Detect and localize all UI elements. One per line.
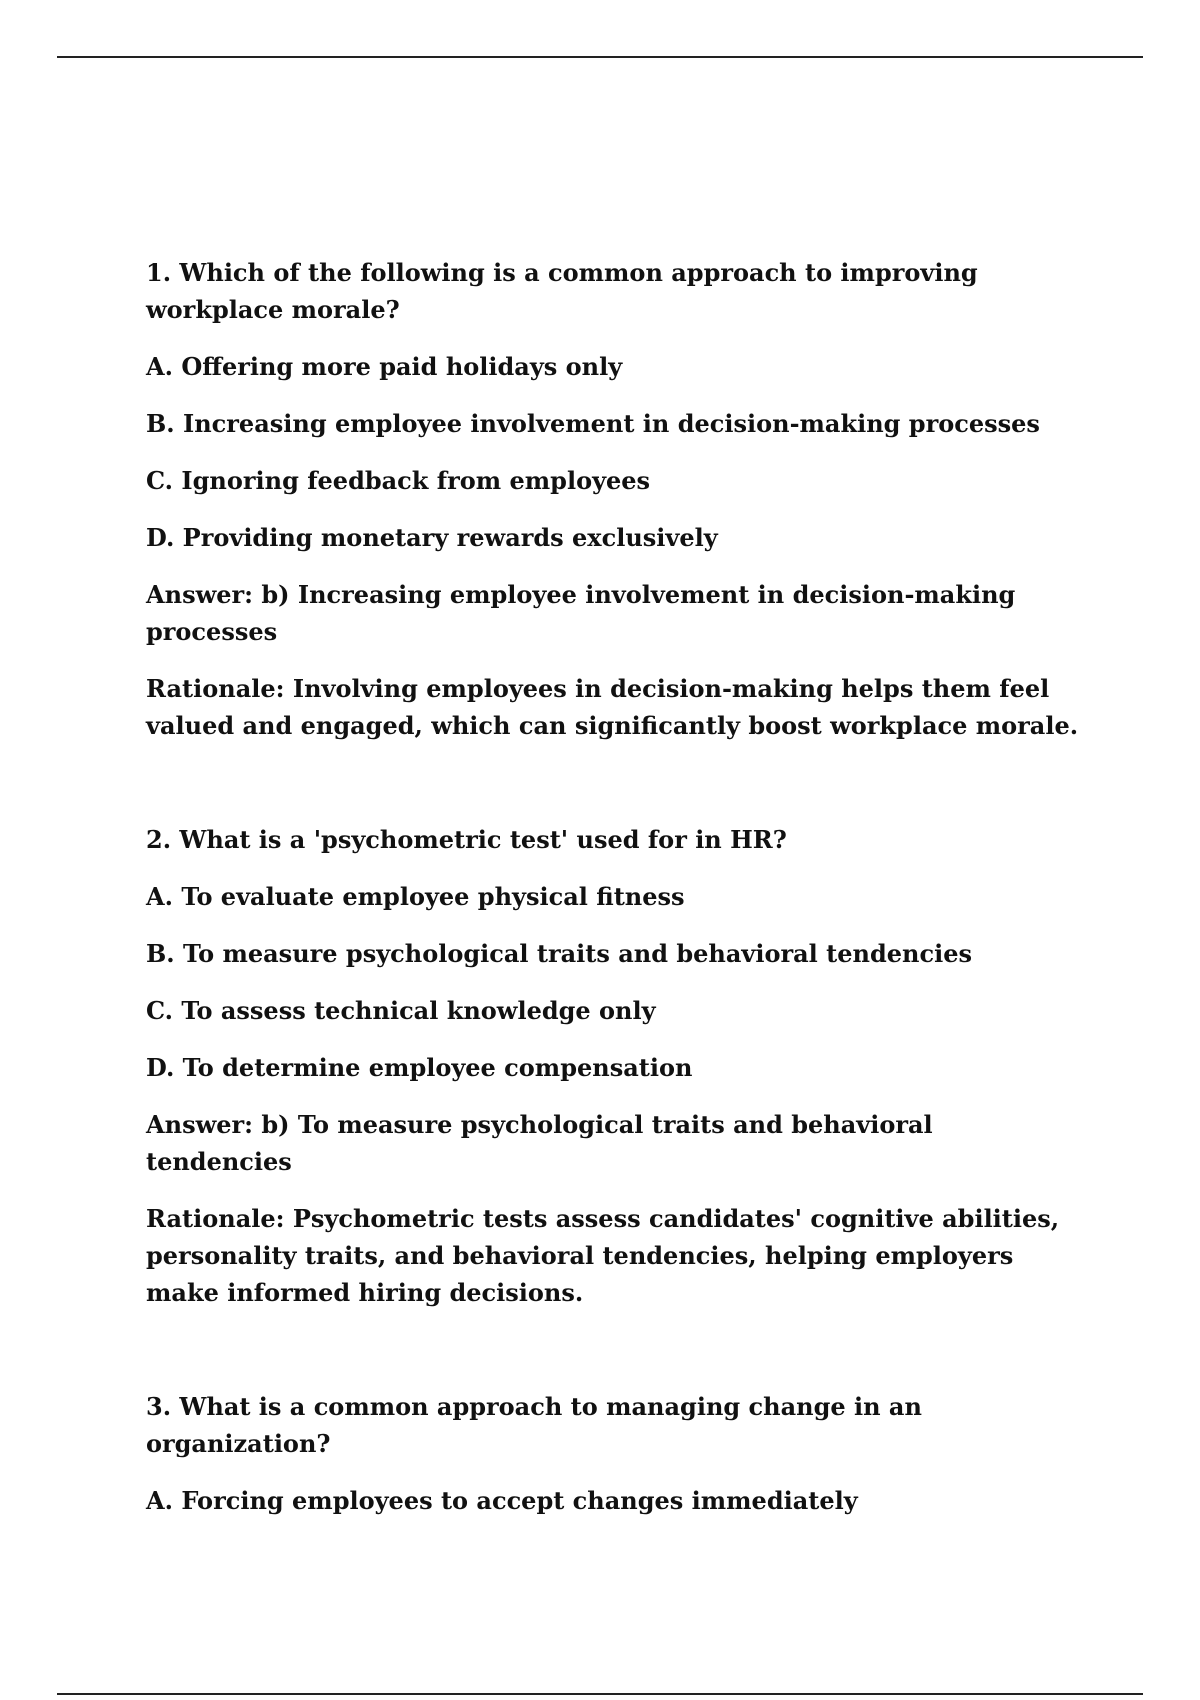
bottom-rule xyxy=(57,1693,1143,1695)
rationale-text: Rationale: Involving employees in decision-making helps them feel valued and engaged, which can significantly boost workplace morale. xyxy=(146,674,1079,740)
question-text: 3. What is a common approach to managing change in an organization? xyxy=(146,1392,922,1458)
question-text: 1. Which of the following is a common approach to improving workplace morale? xyxy=(146,258,978,324)
option-d: D. Providing monetary rewards exclusively xyxy=(146,523,718,552)
answer-text: Answer: b) To measure psychological traits and behavioral tendencies xyxy=(146,1110,933,1176)
option-c: C. Ignoring feedback from employees xyxy=(146,466,651,495)
question-block-1 xyxy=(146,254,1086,744)
quiz-content xyxy=(146,254,1086,1519)
question-block-3 xyxy=(146,1388,1086,1519)
top-rule xyxy=(57,56,1143,58)
answer-text: Answer: b) Increasing employee involvement in decision-making processes xyxy=(146,580,1016,646)
option-a: A. Forcing employees to accept changes immediately xyxy=(146,1486,858,1515)
option-c: C. To assess technical knowledge only xyxy=(146,996,656,1025)
option-b: B. Increasing employee involvement in decision-making processes xyxy=(146,409,1040,438)
option-a: A. To evaluate employee physical fitness xyxy=(146,882,685,911)
rationale-text: Rationale: Psychometric tests assess candidates' cognitive abilities, personality traits, and behavioral tendencies, helping employers make informed hiring decisions. xyxy=(146,1204,1060,1307)
question-text: 2. What is a 'psychometric test' used for in HR? xyxy=(146,825,787,854)
question-block-2 xyxy=(146,821,1086,1311)
option-d: D. To determine employee compensation xyxy=(146,1053,693,1082)
option-a: A. Offering more paid holidays only xyxy=(146,352,623,381)
option-b: B. To measure psychological traits and behavioral tendencies xyxy=(146,939,972,968)
